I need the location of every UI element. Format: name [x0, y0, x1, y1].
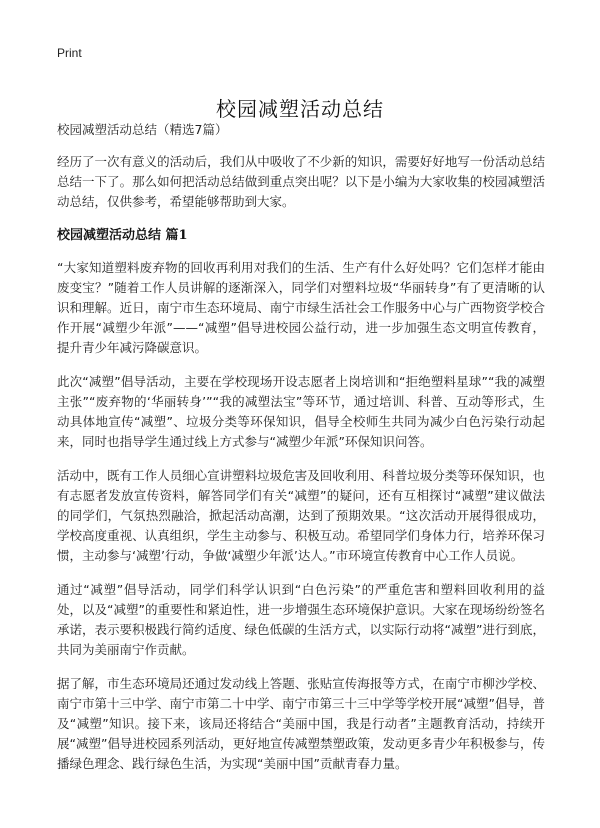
body-paragraph: 此次“减塑”倡导活动，主要在学校现场开设志愿者上岗培训和“拒绝塑料星球”“我的减塑主张”“废弃物的‘华丽转身’”“我的减塑法宝”等环节，通过培训、科普、互动等形式，生动具体地宣传“减塑”、垃圾分类等环保知识，倡导全校师生共同为减少白色污染行动起来，同时也指导学生通过线上方式参与“减塑少年派”环保知识问答。 — [57, 374, 545, 449]
page-title: 校园减塑活动总结 — [216, 97, 384, 122]
body-paragraph: 据了解，市生态环境局还通过发动线上答题、张贴宣传海报等方式，在南宁市柳沙学校、南宁市第十三中学、南宁市第二十中学、南宁市第三十三中学等学校开展“减塑”倡导，普及“减塑”知识。接下来，该局还将结合“美丽中国，我是行动者”主题教育活动，持续开展“减塑”倡导进校园系列活动，更好地宣传减塑禁塑政策，发动更多青少年积极参与，传播绿色理念、践行绿色生活，为实现“美丽中国”贡献青春力量。 — [57, 676, 545, 771]
body-paragraph: 通过“减塑”倡导活动，同学们科学认识到“白色污染”的严重危害和塑料回收利用的益处，以及“减塑”的重要性和紧迫性，进一步增强生态环境保护意识。大家在现场纷纷签名承诺，表示要积极践行简约适度、绿色低碳的生活方式，以实际行动将“减塑”进行到底，共同为美丽南宁作贡献。 — [57, 582, 545, 657]
body-paragraph: “大家知道塑料废弃物的回收再利用对我们的生活、生产有什么好处吗？它们怎样才能由废变宝？”随着工作人员讲解的逐渐深入，同学们对塑料垃圾“华丽转身”有了更清晰的认识和理解。近日，南宁市生态环境局、南宁市绿生活社会工作服务中心与广西物资学校合作开展“减塑少年派”——“减塑”倡导进校园公益行动，进一步加强生态文明宣传教育，提升青少年减污降碳意识。 — [57, 260, 545, 355]
print-link[interactable]: Print — [57, 46, 82, 60]
body-paragraph: 活动中，既有工作人员细心宣讲塑料垃圾危害及回收利用、科普垃圾分类等环保知识，也有志愿者发放宣传资料，解答同学们有关“减塑”的疑问，还有互相探讨“减塑”建议做法的同学们，气氛热烈融洽，掀起活动高潮，达到了预期效果。“这次活动开展得很成功，学校高度重视、认真组织，学生主动参与、积极互动。希望同学们身体力行，培养环保习惯，主动参与‘减塑’行动，争做‘减塑少年派’达人。”市环境宣传教育中心工作人员说。 — [57, 468, 545, 563]
section-heading: 校园减塑活动总结 篇1 — [57, 228, 188, 243]
intro-paragraph: 经历了一次有意义的活动后，我们从中吸收了不少新的知识，需要好好地写一份活动总结总结一下了。那么如何把活动总结做到重点突出呢？以下是小编为大家收集的校园减塑活动总结，仅供参考，希望能够帮助到大家。 — [57, 154, 545, 209]
document-body — [57, 120, 545, 788]
document-subtitle: 校园减塑活动总结（精选7篇） — [57, 122, 228, 137]
